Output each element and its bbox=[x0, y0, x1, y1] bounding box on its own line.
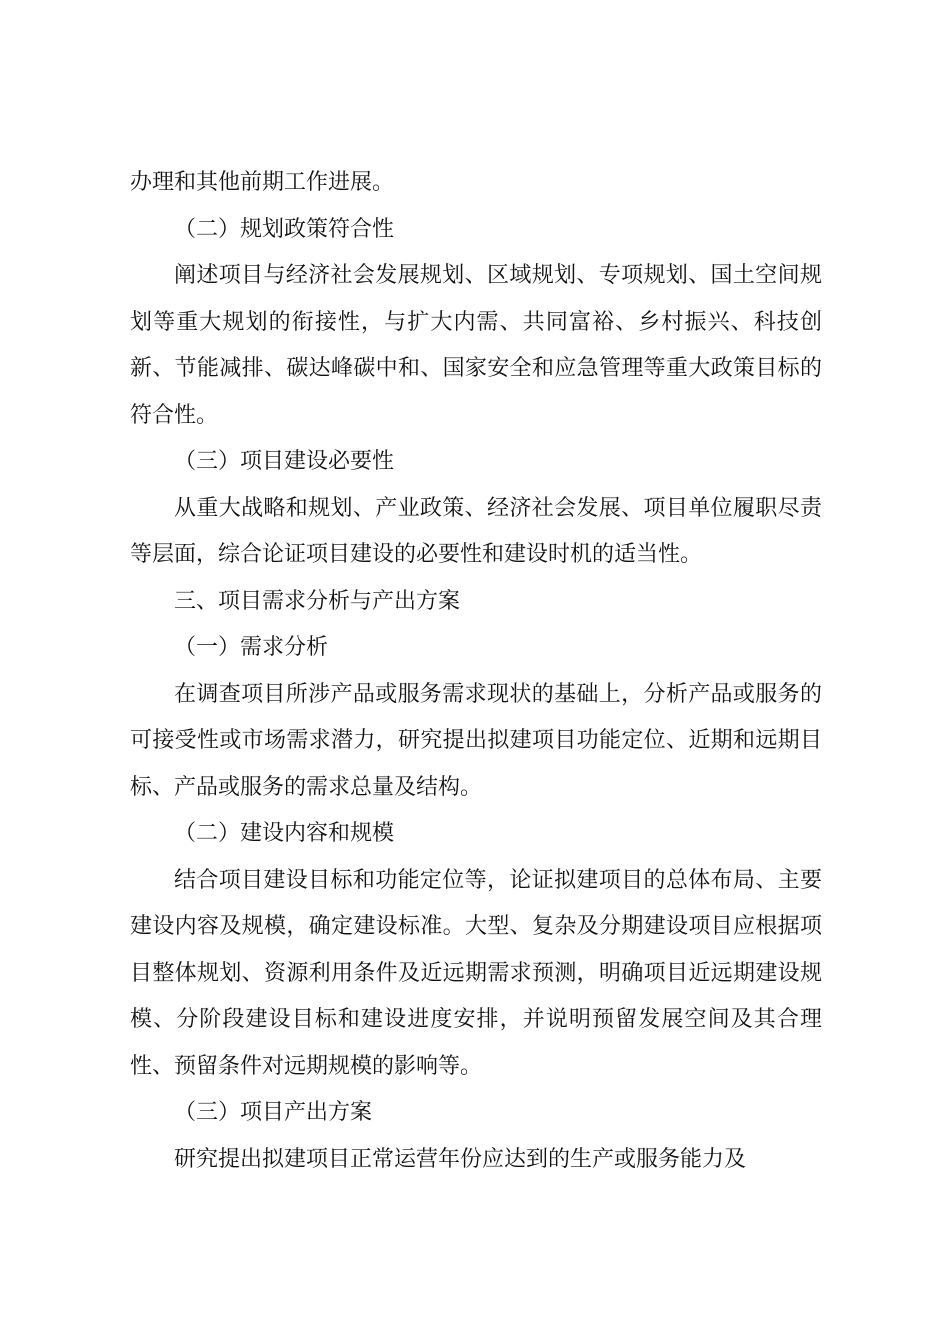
paragraph-project-necessity: 从重大战略和规划、产业政策、经济社会发展、项目单位履职尽责等层面，综合论证项目建设的必要性和建设时机的适当性。 bbox=[130, 495, 822, 567]
section-heading-demand-output: 三、项目需求分析与产出方案 bbox=[174, 588, 461, 614]
paragraph-continuation: 办理和其他前期工作进展。 bbox=[130, 170, 395, 195]
paragraph-planning-policy: 阐述项目与经济社会发展规划、区域规划、专项规划、国土空间规划等重大规划的衔接性，与扩大内需、共同富裕、乡村振兴、科技创新、节能减排、碳达峰碳中和、国家安全和应急管理等重大政策目标的符合性。 bbox=[130, 263, 822, 428]
heading-planning-policy-compliance: （二）规划政策符合性 bbox=[174, 216, 395, 242]
paragraph-output-plan: 研究提出拟建项目正常运营年份应达到的生产或服务能力及 bbox=[174, 1146, 747, 1172]
heading-output-plan: （三）项目产出方案 bbox=[174, 1100, 373, 1125]
heading-demand-analysis: （一）需求分析 bbox=[174, 635, 329, 660]
paragraph-construction-scope: 结合项目建设目标和功能定位等，论证拟建项目的总体布局、主要建设内容及规模，确定建设标准。大型、复杂及分期建设项目应根据项目整体规划、资源利用条件及近远期需求预测，明确项目近远期建设规模、分阶段建设目标和建设进度安排，并说明预留发展空间及其合理性、预留条件对远期规模的影响等。 bbox=[130, 867, 822, 1079]
paragraph-demand-analysis: 在调查项目所涉产品或服务需求现状的基础上，分析产品或服务的可接受性或市场需求潜力，研究提出拟建项目功能定位、近期和远期目标、产品或服务的需求总量及结构。 bbox=[130, 681, 822, 800]
heading-project-necessity: （三）项目建设必要性 bbox=[174, 449, 395, 474]
document-page bbox=[130, 160, 822, 1183]
heading-construction-scope: （二）建设内容和规模 bbox=[174, 821, 395, 846]
